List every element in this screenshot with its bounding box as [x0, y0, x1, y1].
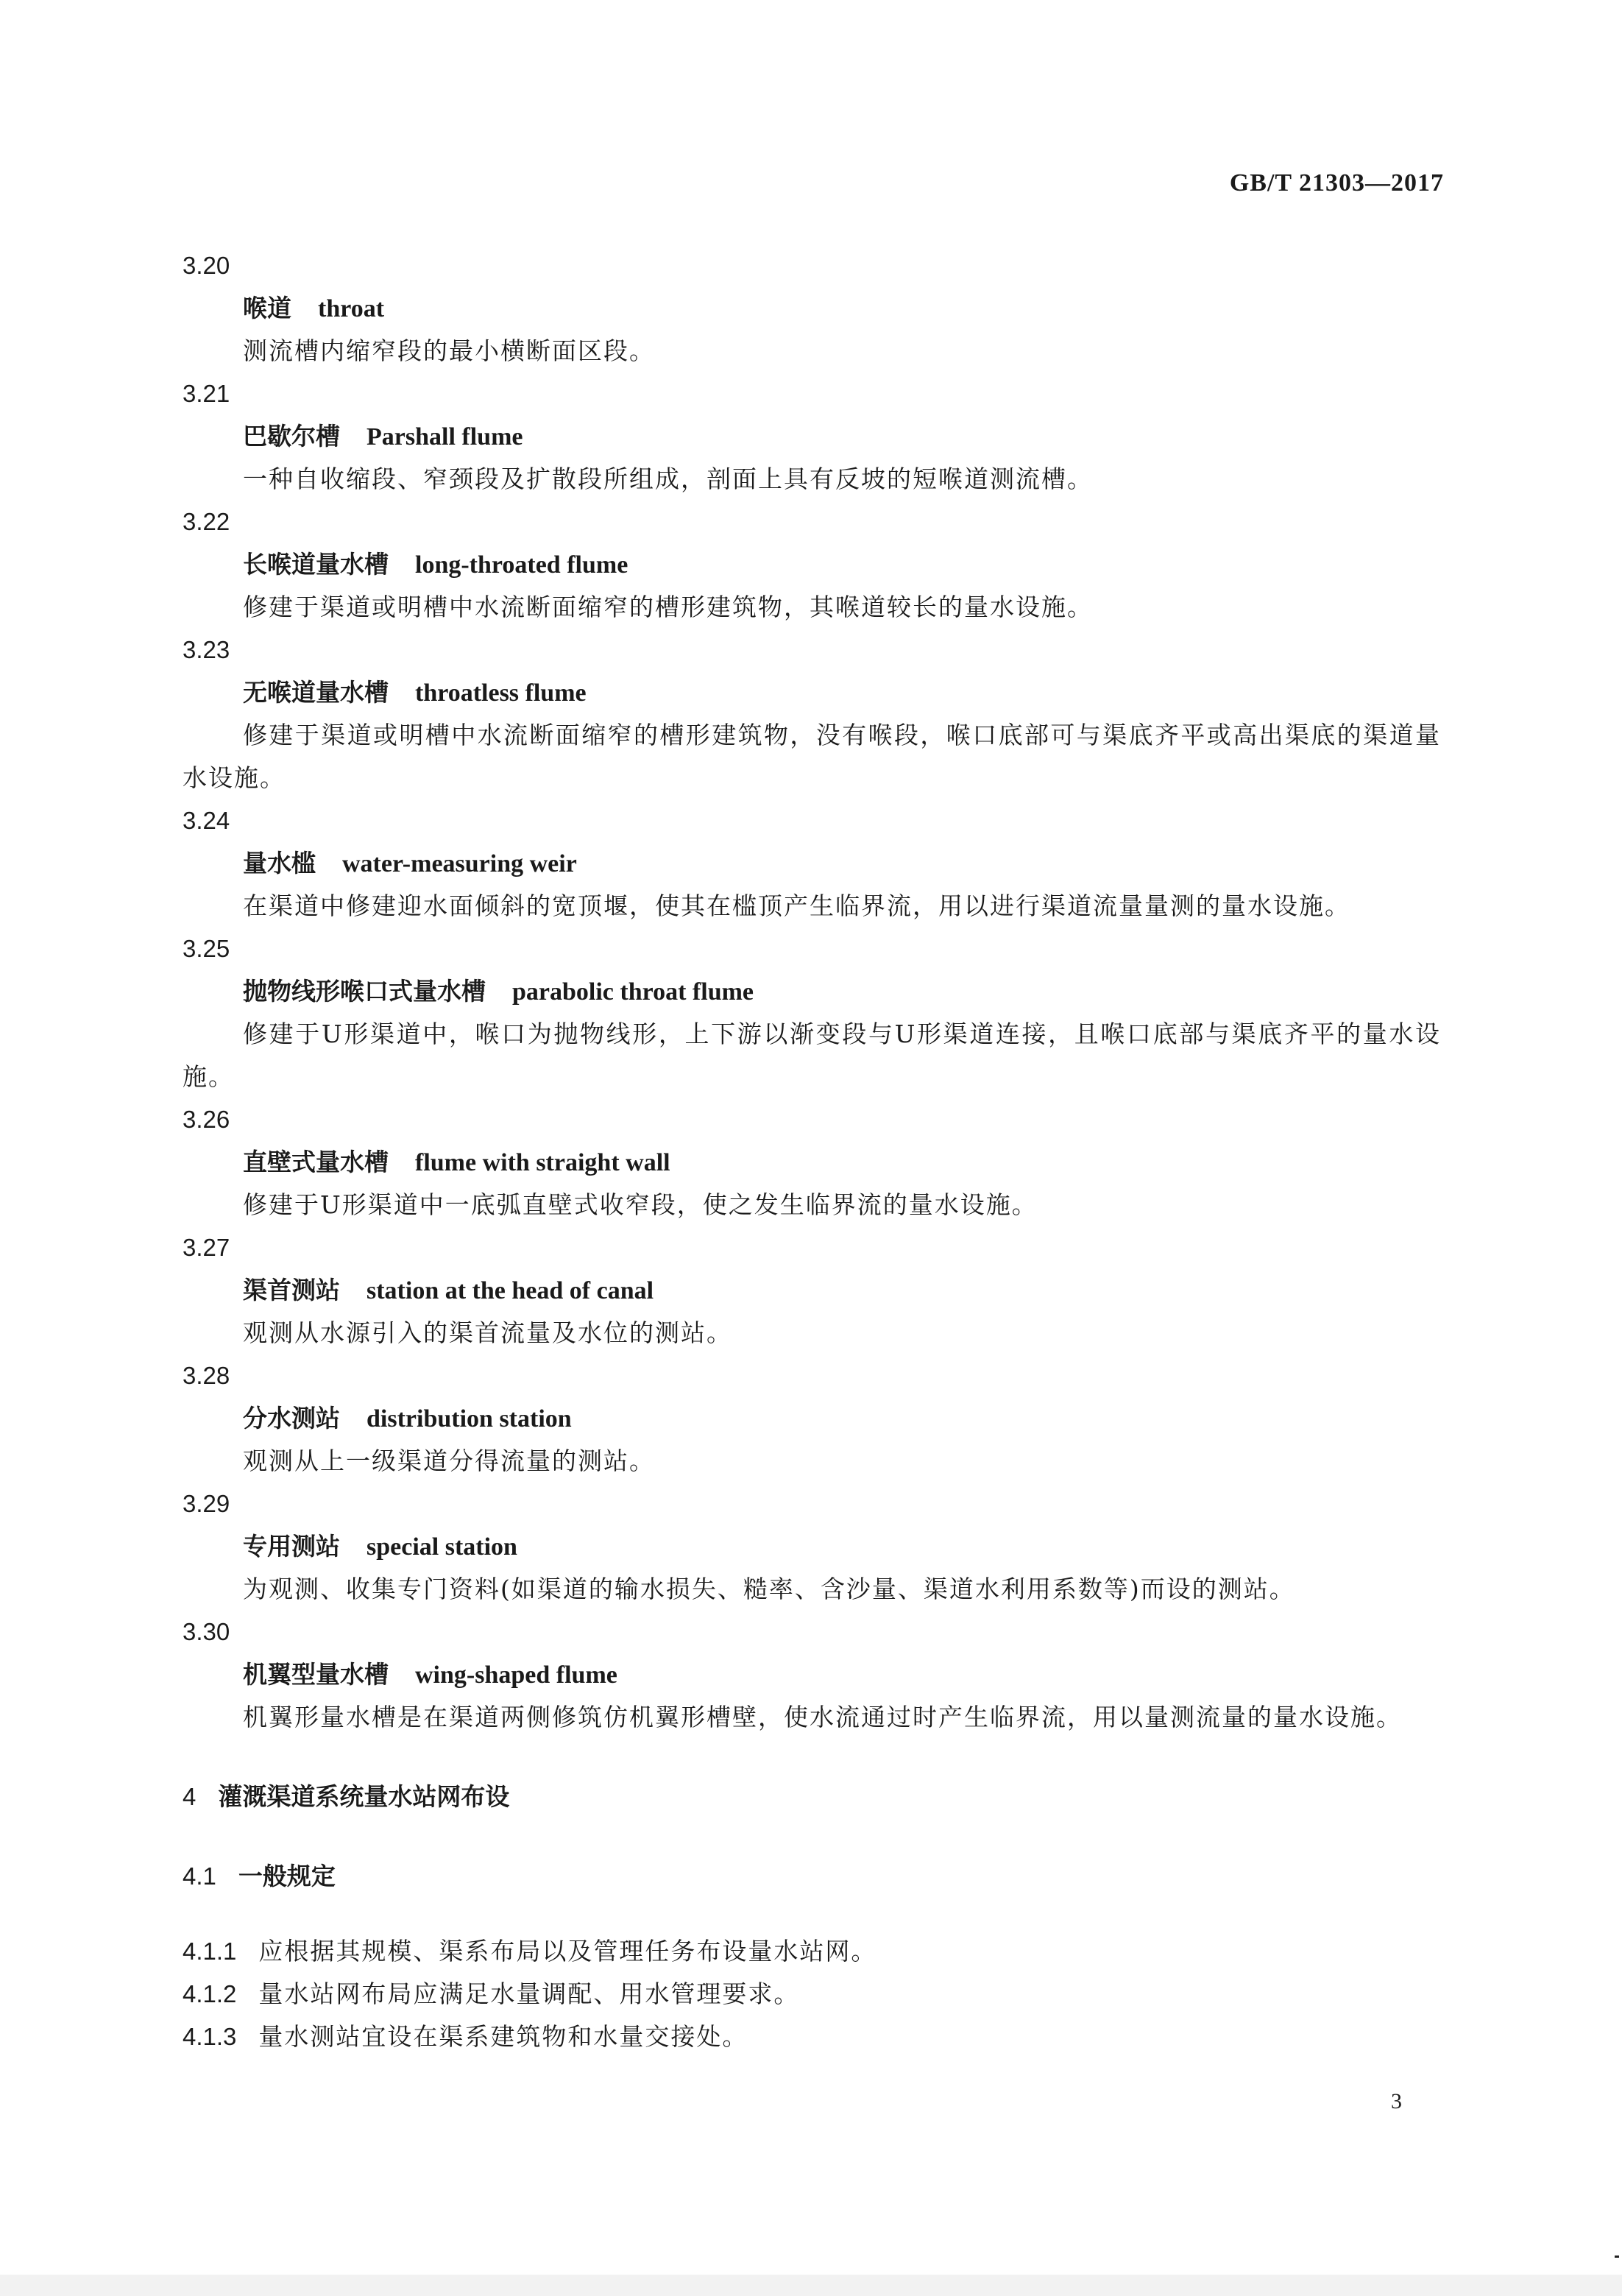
term-number: 3.25: [183, 935, 230, 962]
term-entry: [183, 1354, 1441, 1483]
term-title: [243, 1653, 1441, 1696]
term-en: distribution station: [366, 1405, 572, 1433]
term-definition: 为观测、收集专门资料(如渠道的输水损失、糙率、含沙量、渠道水利用系数等)而设的测站。: [243, 1575, 1295, 1603]
term-en: wing-shaped flume: [415, 1661, 617, 1689]
subsection-title: 一般规定: [238, 1862, 336, 1890]
term-en: station at the head of canal: [366, 1277, 654, 1304]
term-number: 3.22: [183, 508, 230, 535]
term-title: [243, 543, 1441, 586]
term-definition: 修建于渠道或明槽中水流断面缩窄的槽形建筑物，没有喉段，喉口底部可与渠底齐平或高出渠底的渠道量水设施。: [183, 721, 1441, 792]
term-title: [243, 671, 1441, 714]
term-definition: 修建于渠道或明槽中水流断面缩窄的槽形建筑物，其喉道较长的量水设施。: [243, 593, 1093, 621]
term-en: water-measuring weir: [342, 850, 577, 877]
term-zh: 直壁式量水槽: [243, 1148, 389, 1176]
term-zh: 抛物线形喉口式量水槽: [243, 977, 486, 1006]
term-number: 3.21: [183, 380, 230, 407]
term-zh: 喉道: [243, 294, 291, 322]
term-definition: 在渠道中修建迎水面倾斜的宽顶堰，使其在槛顶产生临界流，用以进行渠道流量量测的量水设施。: [243, 891, 1350, 920]
clause-text: 量水测站宜设在渠系建筑物和水量交接处。: [258, 2022, 748, 2051]
term-number: 3.28: [183, 1362, 230, 1389]
term-title: [243, 842, 1441, 885]
term-en: long-throated flume: [415, 551, 628, 579]
term-entry: [183, 799, 1441, 928]
page-content: [183, 244, 1441, 2058]
term-entry: [183, 629, 1441, 799]
term-number: 3.27: [183, 1234, 230, 1261]
term-entry: [183, 372, 1441, 501]
term-title: [243, 970, 1441, 1013]
term-title: [243, 1525, 1441, 1568]
term-en: special station: [366, 1533, 517, 1561]
term-zh: 专用测站: [243, 1532, 340, 1561]
term-title: [243, 1269, 1441, 1312]
term-zh: 分水测站: [243, 1404, 340, 1433]
clause-item: [183, 2016, 1441, 2058]
section-heading: [183, 1776, 1441, 1818]
term-definition: 观测从上一级渠道分得流量的测站。: [243, 1447, 655, 1475]
term-entry: [183, 1226, 1441, 1354]
section-number: 4: [183, 1783, 196, 1810]
page-number: 3: [1391, 2089, 1402, 2113]
term-en: Parshall flume: [366, 423, 523, 451]
term-number: 3.29: [183, 1490, 230, 1517]
term-zh: 渠首测站: [243, 1276, 340, 1304]
term-en: throat: [318, 295, 385, 322]
term-definition: 观测从水源引入的渠首流量及水位的测站。: [243, 1318, 732, 1347]
term-definition: 修建于U形渠道中，喉口为抛物线形，上下游以渐变段与U形渠道连接，且喉口底部与渠底齐平的量水设施。: [183, 1020, 1441, 1091]
section-title: 灌溉渠道系统量水站网布设: [218, 1782, 510, 1811]
term-definition: 修建于U形渠道中一底弧直壁式收窄段，使之发生临界流的量水设施。: [243, 1190, 1038, 1219]
term-entry: [183, 501, 1441, 629]
term-title: [243, 1141, 1441, 1184]
term-zh: 无喉道量水槽: [243, 678, 389, 707]
term-definition: 机翼形量水槽是在渠道两侧修筑仿机翼形槽壁，使水流通过时产生临界流，用以量测流量的量水设施。: [243, 1703, 1402, 1731]
term-entry: [183, 244, 1441, 372]
term-number: 3.24: [183, 807, 230, 834]
clause-item: [183, 1930, 1441, 1973]
term-entry: [183, 1483, 1441, 1611]
clause-text: 应根据其规模、渠系布局以及管理任务布设量水站网。: [258, 1937, 877, 1965]
term-zh: 机翼型量水槽: [243, 1660, 389, 1689]
clause-number: 4.1.1: [183, 1938, 237, 1965]
term-en: parabolic throat flume: [512, 978, 754, 1006]
term-entry: [183, 1611, 1441, 1739]
standard-code: GB/T 21303—2017: [1229, 169, 1444, 197]
term-definition: 测流槽内缩窄段的最小横断面区段。: [243, 336, 655, 365]
term-definition: 一种自收缩段、窄颈段及扩散段所组成，剖面上具有反坡的短喉道测流槽。: [243, 465, 1093, 493]
term-entry: [183, 928, 1441, 1098]
subsection-heading: [183, 1855, 1441, 1898]
scan-bottom-edge: [0, 2275, 1622, 2296]
term-en: flume with straight wall: [415, 1149, 670, 1176]
term-title: [243, 1397, 1441, 1440]
term-zh: 巴歇尔槽: [243, 422, 340, 451]
clause-number: 4.1.2: [183, 1980, 237, 2007]
scan-mark: [1615, 2256, 1619, 2258]
term-number: 3.26: [183, 1106, 230, 1133]
clause-list: [183, 1930, 1441, 2058]
term-zh: 长喉道量水槽: [243, 550, 389, 579]
term-title: [243, 287, 1441, 330]
term-number: 3.30: [183, 1618, 230, 1645]
term-en: throatless flume: [415, 679, 587, 707]
term-number: 3.23: [183, 636, 230, 663]
term-zh: 量水槛: [243, 849, 316, 877]
clause-text: 量水站网布局应满足水量调配、用水管理要求。: [258, 1979, 800, 2008]
term-number: 3.20: [183, 252, 230, 279]
term-entry: [183, 1098, 1441, 1226]
subsection-number: 4.1: [183, 1862, 216, 1890]
clause-number: 4.1.3: [183, 2023, 237, 2050]
clause-item: [183, 1973, 1441, 2016]
term-title: [243, 415, 1441, 458]
